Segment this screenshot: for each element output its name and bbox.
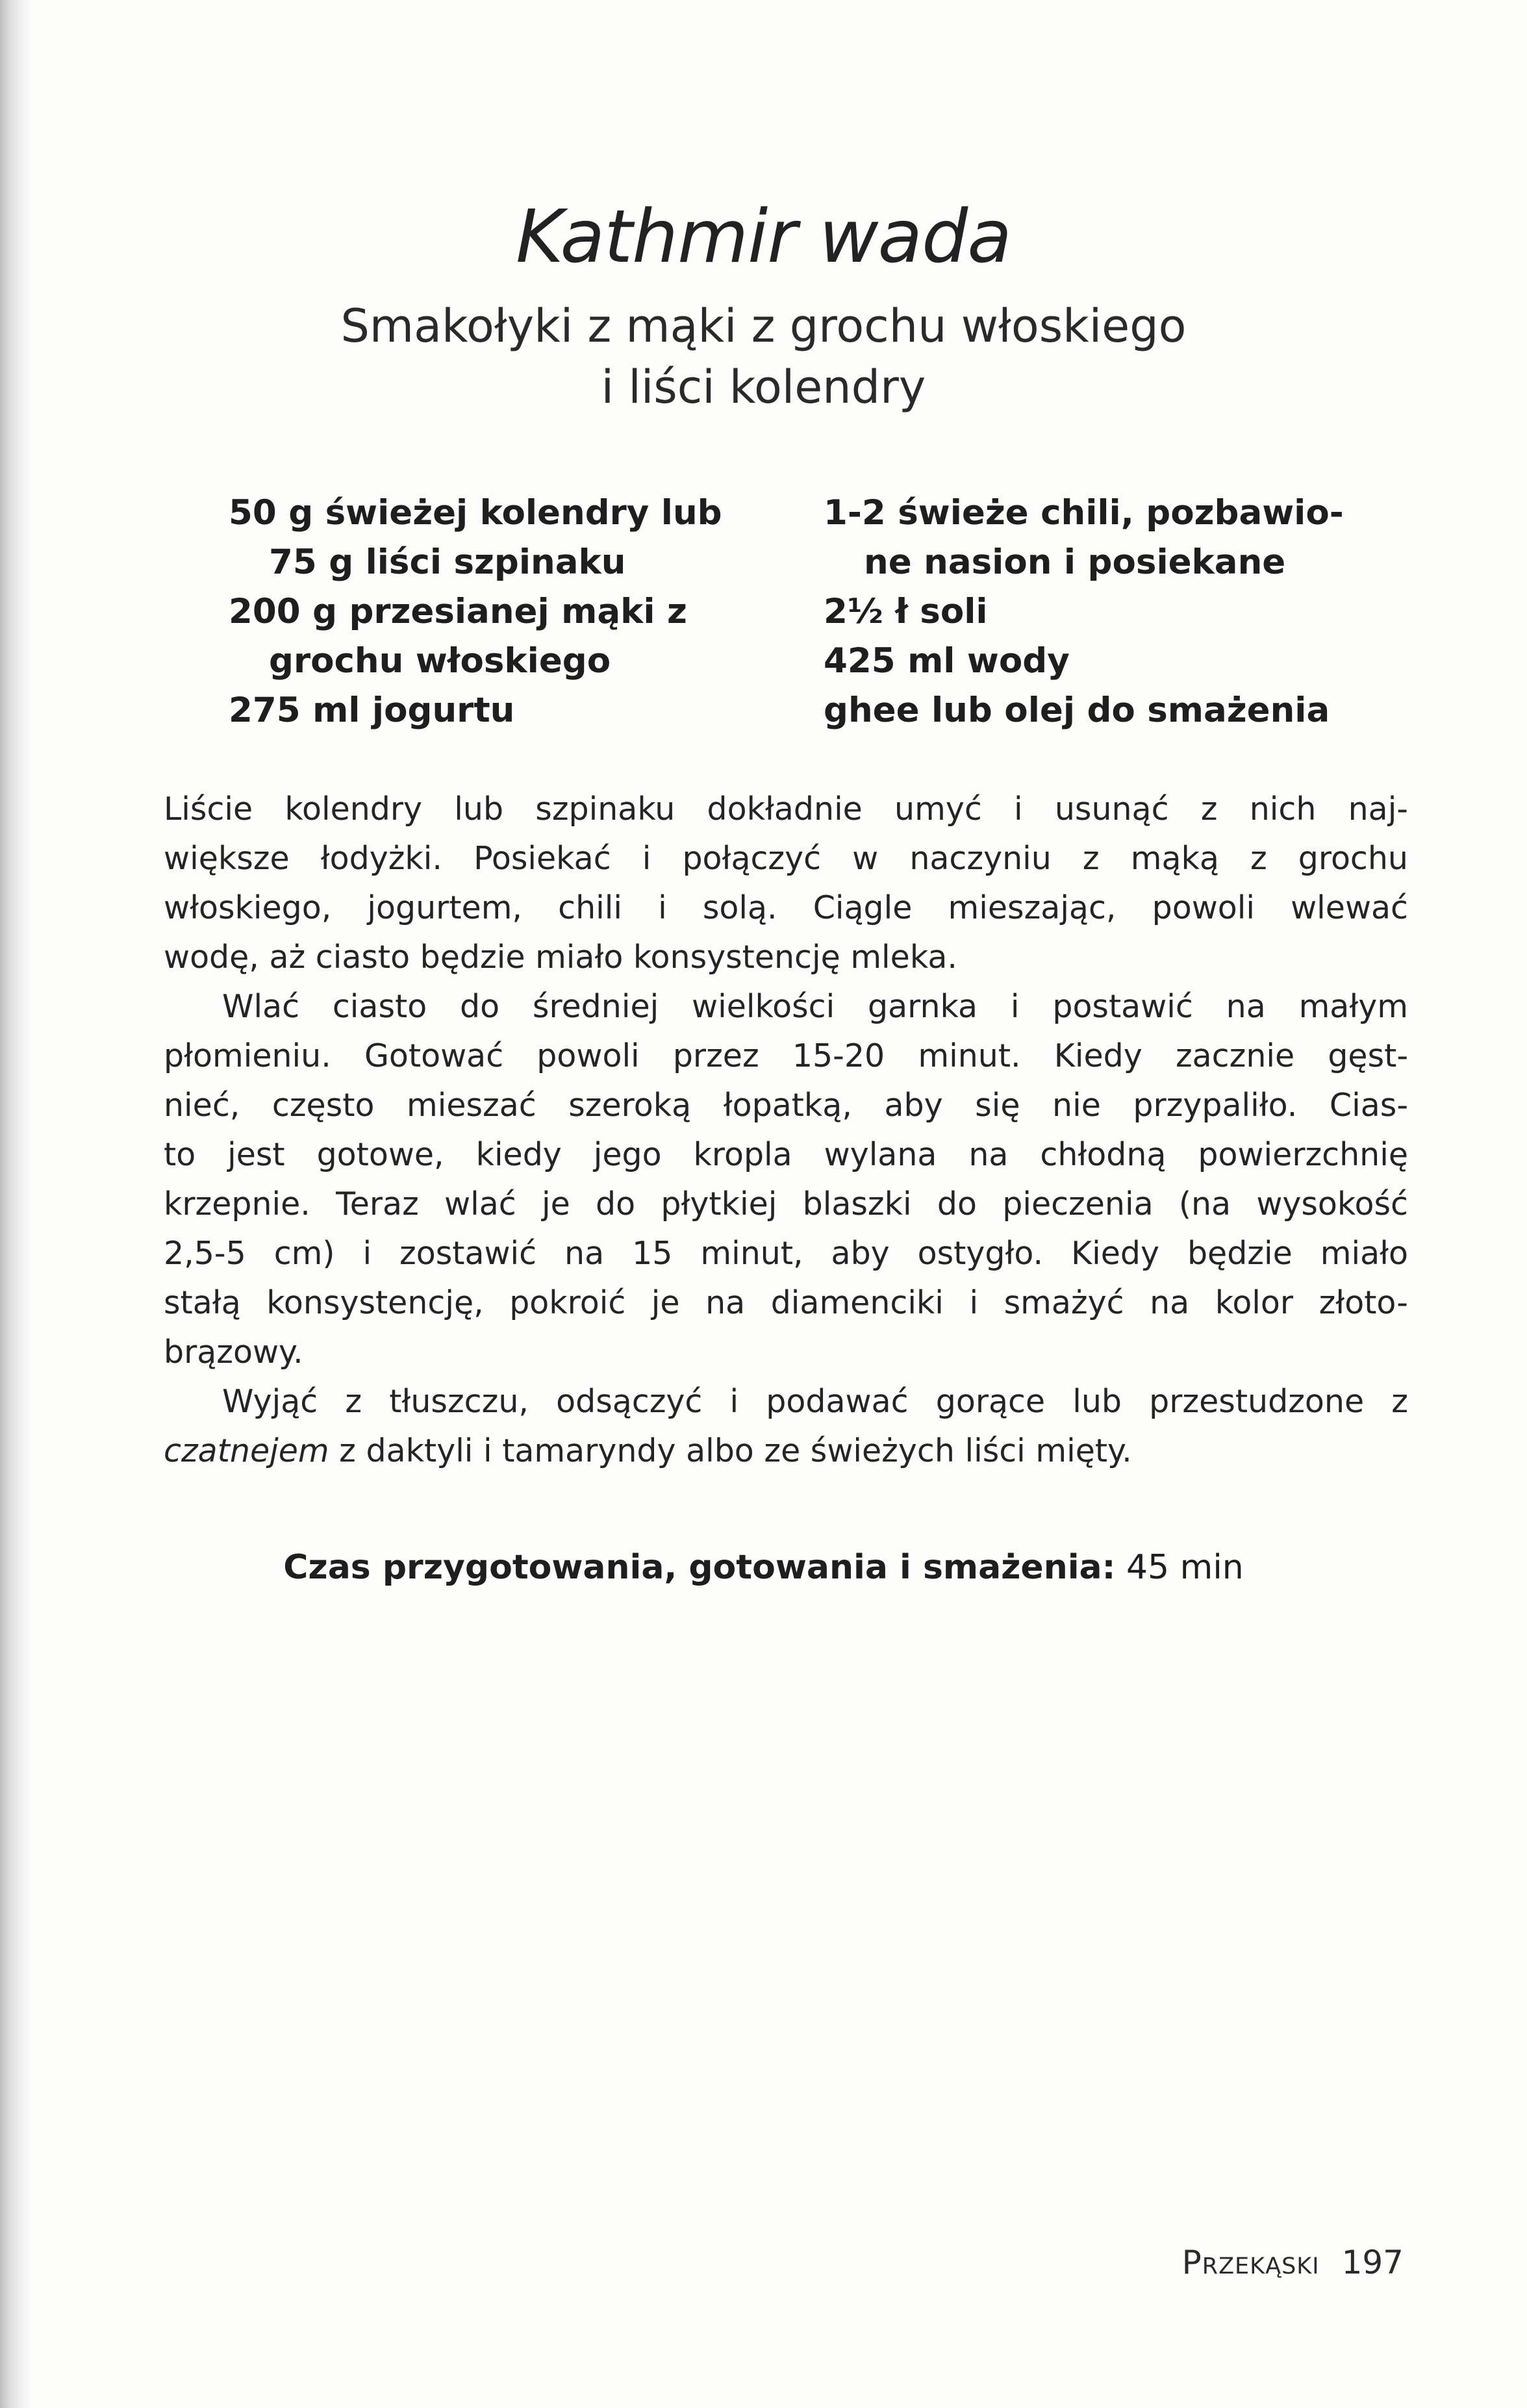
instruction-line: większe łodyżki. Posiekać i połączyć w naczyniu z mąką z grochu: [164, 840, 1408, 877]
instruction-line: nieć, często mieszać szeroką łopatką, aby się nie przypaliło. Cias-: [164, 1087, 1408, 1124]
preparation-time-label: Czas przygotowania, gotowania i smażenia:: [283, 1548, 1116, 1587]
subtitle-line: Smakołyki z mąki z grochu włoskiego: [340, 299, 1187, 353]
instruction-line: Wyjąć z tłuszczu, odsączyć i podawać gorące lub przestudzone z: [222, 1383, 1408, 1420]
ingredient-line: 1-2 świeże chili, pozbawio-: [824, 493, 1344, 533]
recipe-title: Kathmir wada: [516, 195, 1011, 279]
instruction-line: Liście kolendry lub szpinaku dokładnie umyć i usunąć z nich naj-: [164, 791, 1408, 828]
ingredients-left-column: [229, 488, 722, 735]
instruction-line: płomieniu. Gotować powoli przez 15-20 minut. Kiedy zacznie gęst-: [164, 1037, 1408, 1074]
instruction-line: [164, 1426, 1408, 1476]
ingredient-line: 50 g świeżej kolendry lub: [229, 493, 722, 533]
ingredient-line: 425 ml wody: [824, 641, 1070, 681]
instruction-line: brązowy.: [164, 1334, 303, 1371]
instruction-line: krzepnie. Teraz wlać je do płytkiej blaszki do pieczenia (na wysokość: [164, 1185, 1408, 1223]
recipe-subtitle: [0, 296, 1527, 418]
ingredient-line: 2½ ł soli: [824, 592, 988, 631]
instruction-line-rest: z daktyli i tamaryndy albo ze świeżych liści mięty.: [329, 1432, 1132, 1469]
preparation-time: [0, 1543, 1527, 1592]
instruction-line: stałą konsystencję, pokroić je na diamenciki i smażyć na kolor złoto-: [164, 1284, 1408, 1321]
instruction-line: Wlać ciasto do średniej wielkości garnka i postawić na małym: [222, 988, 1408, 1025]
instruction-line: włoskiego, jogurtem, chili i solą. Ciągle mieszając, powoli wlewać: [164, 889, 1408, 926]
chutney-italic-term: czatnejem: [164, 1432, 329, 1469]
section-name: Przekąski: [1181, 2244, 1320, 2281]
instruction-line: to jest gotowe, kiedy jego kropla wylana na chłodną powierzchnię: [164, 1136, 1408, 1173]
ingredient-line: 75 g liści szpinaku: [269, 542, 626, 582]
page-number: 197: [1341, 2244, 1404, 2281]
preparation-time-value: 45 min: [1126, 1548, 1244, 1587]
ingredient-line: ghee lub olej do smażenia: [824, 691, 1330, 730]
ingredient-line: ne nasion i posiekane: [864, 542, 1286, 582]
page-footer: [1182, 2240, 1404, 2285]
ingredient-line: 200 g przesianej mąki z: [229, 592, 687, 631]
recipe-instructions: [164, 785, 1408, 1476]
instruction-line: 2,5-5 cm) i zostawić na 15 minut, aby ostygło. Kiedy będzie miało: [164, 1235, 1408, 1272]
ingredient-line: grochu włoskiego: [269, 641, 611, 681]
instruction-line: wodę, aż ciasto będzie miało konsystencję mleka.: [164, 939, 957, 976]
subtitle-line: i liści kolendry: [601, 361, 926, 414]
ingredient-line: 275 ml jogurtu: [229, 691, 515, 730]
ingredients-right-column: [824, 488, 1344, 735]
